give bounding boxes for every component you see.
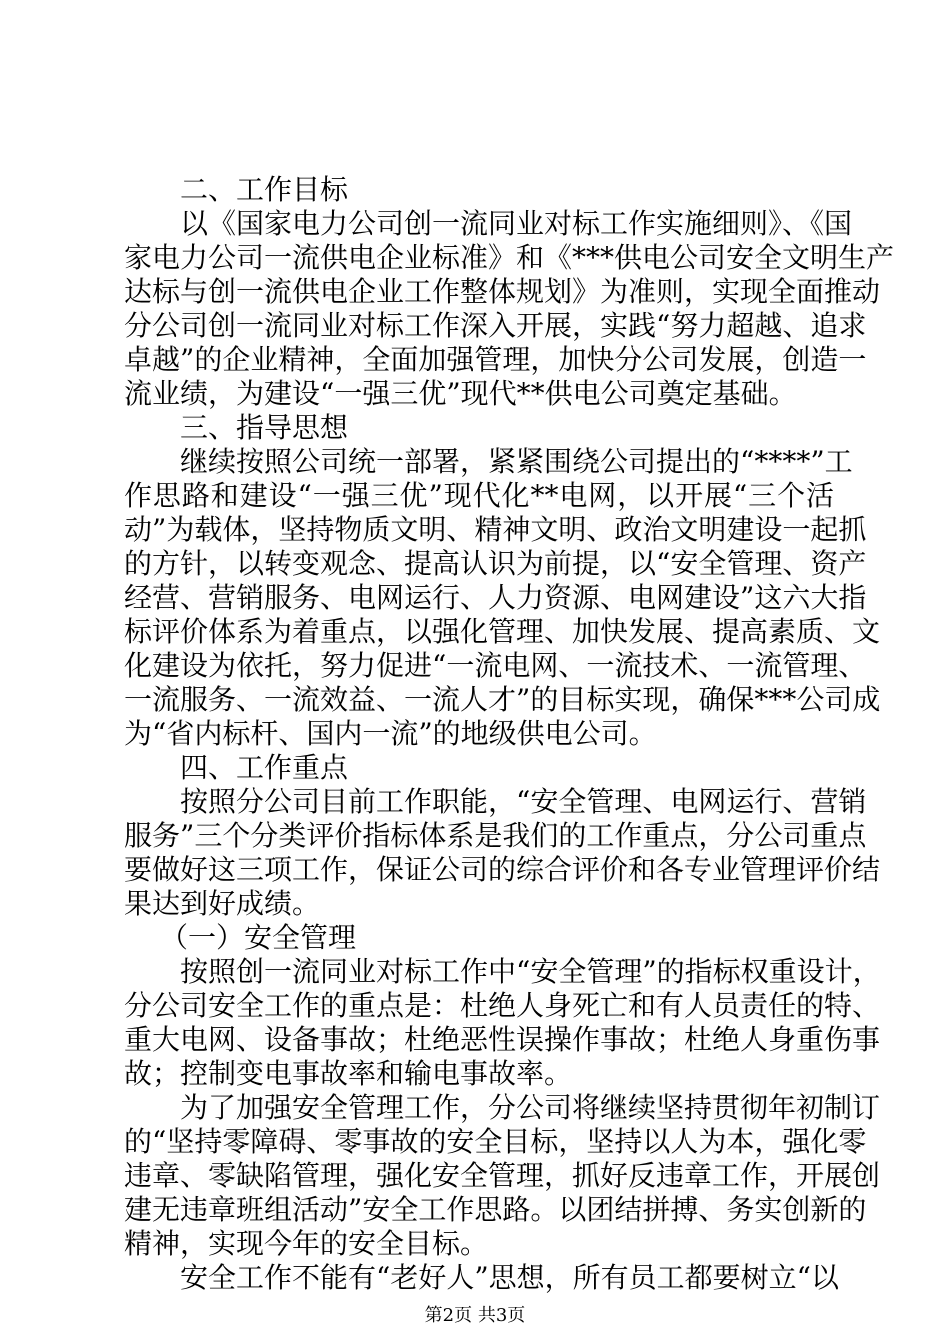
paragraph-line: 安全工作不能有“老好人”思想，所有员工都要树立“以	[180, 1261, 839, 1294]
paragraph-line: 要做好这三项工作，保证公司的综合评价和各专业管理评价结	[124, 853, 881, 886]
heading-guiding-thought: 三、指导思想	[180, 411, 349, 444]
subheading-safety-management: （一）安全管理	[160, 921, 357, 954]
paragraph-line: 按照分公司目前工作职能，“安全管理、电网运行、营销	[180, 785, 867, 818]
paragraph-line: 化建设为依托，努力促进“一流电网、一流技术、一流管理、	[124, 649, 867, 682]
paragraph-line: 继续按照公司统一部署，紧紧围绕公司提出的“****”工	[180, 445, 853, 478]
paragraph-line: 经营、营销服务、电网运行、人力资源、电网建设”这六大指	[124, 581, 867, 614]
paragraph-line: 为“省内标杆、国内一流”的地级供电公司。	[124, 717, 657, 750]
paragraph-line: 分公司创一流同业对标工作深入开展，实践“努力超越、追求	[124, 309, 867, 342]
paragraph-line: 一流服务、一流效益、一流人才”的目标实现，确保***公司成	[124, 683, 881, 716]
paragraph-line: 精神，实现今年的安全目标。	[124, 1227, 489, 1260]
paragraph-line: 按照创一流同业对标工作中“安全管理”的指标权重设计，	[180, 955, 881, 988]
paragraph-line: 动”为载体，坚持物质文明、精神文明、政治文明建设一起抓	[124, 513, 867, 546]
paragraph-line: 标评价体系为着重点，以强化管理、加快发展、提高素质、文	[124, 615, 881, 648]
paragraph-line: 作思路和建设“一强三优”现代化**电网，以开展“三个活	[124, 479, 834, 512]
paragraph-line: 以《国家电力公司创一流同业对标工作实施细则》、《国	[180, 207, 853, 240]
paragraph-line: 服务”三个分类评价指标体系是我们的工作重点，分公司重点	[124, 819, 867, 852]
paragraph-line: 达标与创一流供电企业工作整体规划》为准则，实现全面推动	[124, 275, 881, 308]
paragraph-line: 违章、零缺陷管理，强化安全管理，抓好反违章工作，开展创	[124, 1159, 881, 1192]
paragraph-line: 建无违章班组活动”安全工作思路。以团结拼搏、务实创新的	[124, 1193, 867, 1226]
heading-work-goal: 二、工作目标	[180, 173, 349, 206]
paragraph-line: 分公司安全工作的重点是：杜绝人身死亡和有人员责任的特、	[124, 989, 881, 1022]
paragraph-line: 果达到好成绩。	[124, 887, 321, 920]
paragraph-line: 家电力公司一流供电企业标准》和《***供电公司安全文明生产	[124, 241, 895, 274]
paragraph-line: 的方针，以转变观念、提高认识为前提，以“安全管理、资产	[124, 547, 867, 580]
paragraph-line: 流业绩，为建设“一强三优”现代**供电公司奠定基础。	[124, 377, 797, 410]
paragraph-line: 重大电网、设备事故；杜绝恶性误操作事故；杜绝人身重伤事	[124, 1023, 881, 1056]
heading-work-focus: 四、工作重点	[180, 751, 349, 784]
paragraph-line: 的“坚持零障碍、零事故的安全目标，坚持以人为本，强化零	[124, 1125, 867, 1158]
paragraph-line: 为了加强安全管理工作，分公司将继续坚持贯彻年初制订	[180, 1091, 881, 1124]
paragraph-line: 卓越”的企业精神，全面加强管理，加快分公司发展，创造一	[124, 343, 867, 376]
paragraph-line: 故；控制变电事故率和输电事故率。	[124, 1057, 573, 1090]
page-footer: 第2页 共3页	[424, 1305, 526, 1326]
